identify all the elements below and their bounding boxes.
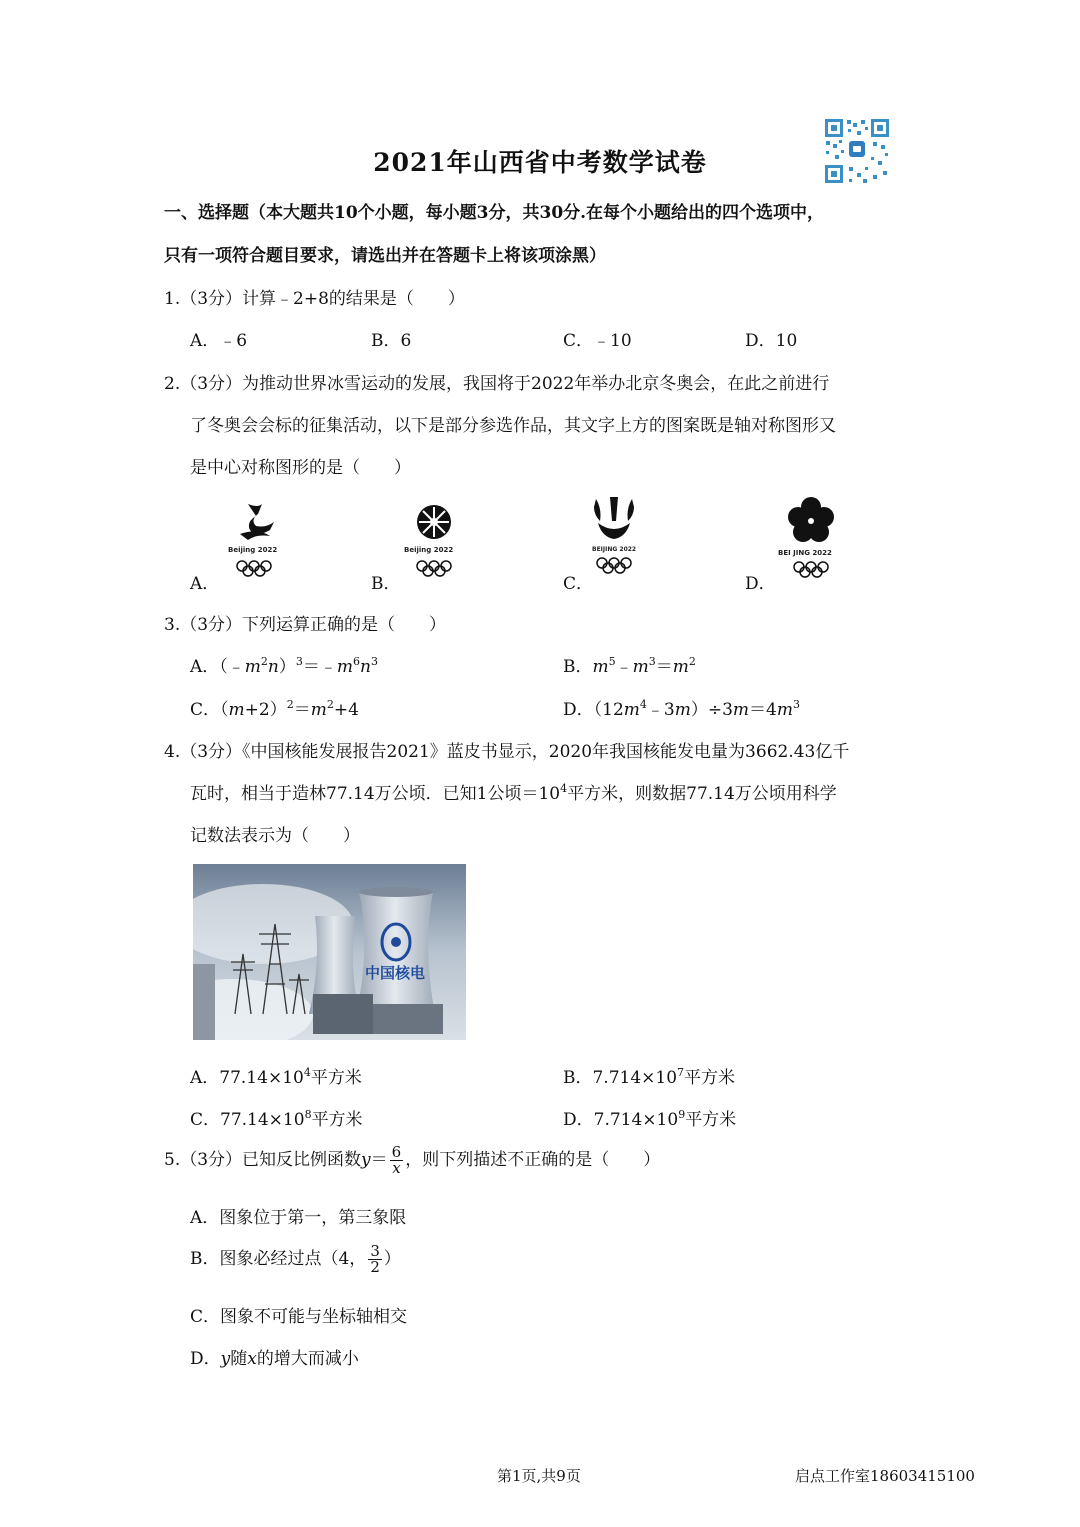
question-3-option-a: A．$(﹣m^2n)^3=﹣m^6n^3$ bbox=[190, 655, 378, 677]
question-5-stem: 5.（3分）已知反比例函数y＝ $\frac{6}{x}$ ，则下列描述不正确的是（ ） bbox=[164, 1143, 661, 1177]
question-4-line3: 记数法表示为（ ） bbox=[190, 826, 360, 846]
question-1-stem: 1.（3分）计算﹣2+8的结果是（ ） bbox=[164, 289, 465, 309]
question-3-option-c: C．$(m+2)^2=m^2+4$ bbox=[190, 698, 359, 720]
qr-code-icon bbox=[823, 117, 891, 185]
olympic-logo-a-image bbox=[226, 500, 292, 580]
question-2-option-c: C． bbox=[563, 574, 594, 594]
question-2-option-d: D． bbox=[745, 574, 776, 594]
olympic-logo-d-image bbox=[776, 495, 846, 580]
question-5-option-b: B．图象必经过点（4， $\frac{3}{2}$ ） bbox=[190, 1242, 401, 1276]
question-5-option-d: D．y随x的增大而减小 bbox=[190, 1349, 359, 1369]
studio-contact: 启点工作室18603415100 bbox=[795, 1467, 975, 1485]
question-1-option-c: C．﹣10 bbox=[563, 331, 632, 351]
olympic-logo-b-image bbox=[402, 500, 468, 580]
question-2-line2: 了冬奥会会标的征集活动，以下是部分参选作品，其文字上方的图案既是轴对称图形又 bbox=[190, 416, 836, 436]
photo-brand-text: 中国核电 bbox=[365, 964, 426, 982]
question-3-option-d: D．$(12m^4﹣3m)\div 3m=4m^3$ bbox=[563, 698, 800, 720]
logo-a-caption: Beijing 2022 bbox=[228, 546, 278, 554]
logo-d-caption: BEI JING 2022 bbox=[778, 549, 832, 557]
question-3-stem: 3.（3分）下列运算正确的是（ ） bbox=[164, 615, 447, 635]
logo-b-caption: Beijing 2022 bbox=[404, 546, 454, 554]
question-4-line2: 瓦时，相当于造林77.14万公顷．已知1公顷$=10^4$平方米，则数据77.14万公顷用科学 bbox=[190, 782, 837, 804]
question-4-option-d: D．$7.714\times 10^9$平方米 bbox=[563, 1108, 737, 1130]
question-5-option-a: A．图象位于第一，第三象限 bbox=[190, 1208, 407, 1228]
question-5-b-fraction: $\frac{3}{2}$ bbox=[370, 1242, 380, 1276]
question-4-option-b: B．$7.714\times 10^7$平方米 bbox=[563, 1066, 736, 1088]
question-4-line1: 4.（3分）《中国核能发展报告2021》蓝皮书显示，2020年我国核能发电量为3662.43亿千 bbox=[164, 742, 850, 762]
question-2-option-b: B． bbox=[371, 574, 401, 594]
question-1-option-a: A．﹣6 bbox=[190, 331, 248, 351]
question-1-option-d: D．10 bbox=[745, 331, 798, 351]
question-1-option-b: B．6 bbox=[371, 331, 412, 351]
question-5-fraction: $\frac{6}{x}$ bbox=[391, 1143, 402, 1177]
question-4-option-a: A．$77.14\times 10^4$平方米 bbox=[190, 1066, 362, 1088]
question-4-option-c: C．$77.14\times 10^8$平方米 bbox=[190, 1108, 363, 1130]
question-2-line1: 2.（3分）为推动世界冰雪运动的发展，我国将于2022年举办北京冬奥会，在此之前进行 bbox=[164, 374, 830, 394]
section-header-line2: 只有一项符合题目要求，请选出并在答题卡上将该项涂黑） bbox=[164, 246, 606, 266]
page-title: 2021年山西省中考数学试卷 bbox=[373, 148, 707, 177]
logo-c-caption: BEIJING 2022 bbox=[592, 546, 637, 553]
question-2-option-a: A． bbox=[190, 574, 220, 594]
question-5-option-c: C．图象不可能与坐标轴相交 bbox=[190, 1307, 408, 1327]
section-header-line1: 一、选择题（本大题共10个小题，每小题3分，共30分.在每个小题给出的四个选项中， bbox=[164, 203, 825, 223]
page-number: 第1页,共9页 bbox=[497, 1467, 581, 1485]
question-2-line3: 是中心对称图形的是（ ） bbox=[190, 458, 411, 478]
question-3-option-b: B．$m^5﹣m^3=m^2$ bbox=[563, 655, 696, 677]
olympic-logo-c-image bbox=[586, 495, 642, 580]
nuclear-plant-photo bbox=[193, 864, 466, 1040]
